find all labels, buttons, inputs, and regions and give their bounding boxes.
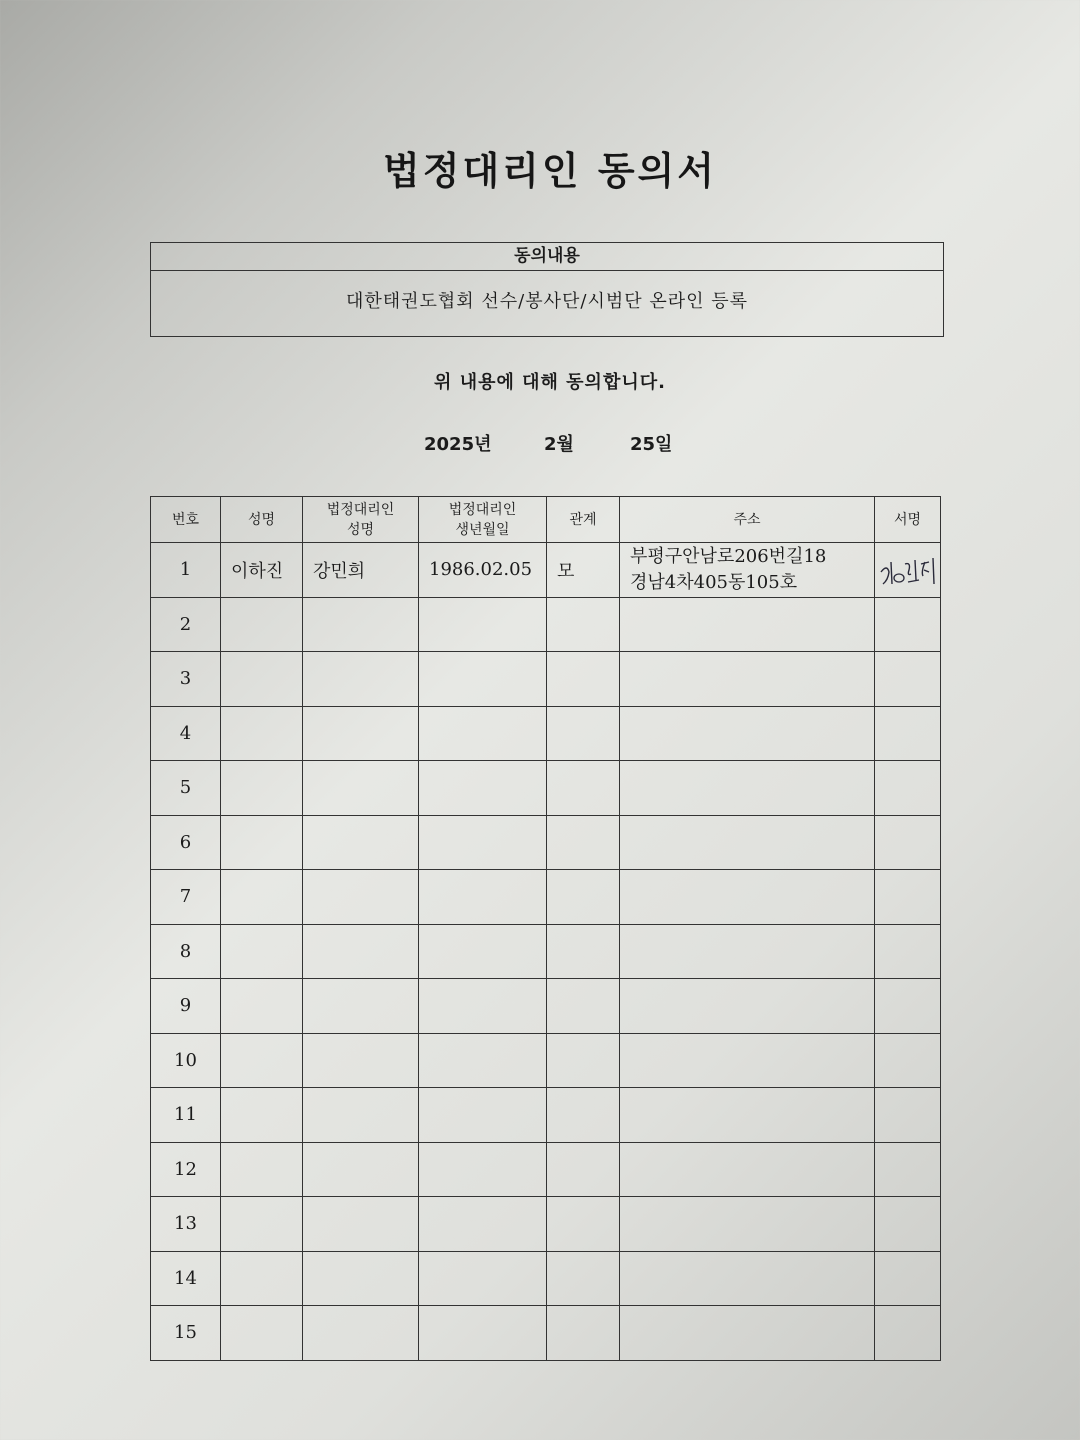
table-row bbox=[151, 1142, 941, 1197]
row-relation: 모 bbox=[547, 543, 620, 598]
document-title: 법정대리인 동의서 bbox=[383, 149, 717, 193]
row-relation bbox=[547, 924, 620, 979]
table-row bbox=[151, 706, 941, 761]
date-month: 2월 bbox=[544, 434, 574, 455]
row-guardian-birth bbox=[419, 924, 547, 979]
row-guardian-name bbox=[303, 706, 419, 761]
header-no: 번호 bbox=[151, 497, 221, 543]
row-address bbox=[620, 815, 875, 870]
row-no: 3 bbox=[151, 652, 221, 707]
row-signature bbox=[875, 543, 941, 598]
row-signature bbox=[875, 979, 941, 1034]
row-guardian-name bbox=[303, 870, 419, 925]
row-address-line2: 경남4차405동105호 bbox=[630, 571, 798, 593]
row-relation bbox=[547, 870, 620, 925]
row-guardian-name bbox=[303, 815, 419, 870]
row-address bbox=[620, 543, 875, 598]
row-guardian-birth bbox=[419, 706, 547, 761]
row-no: 13 bbox=[151, 1197, 221, 1252]
row-relation bbox=[547, 652, 620, 707]
table-header-row bbox=[151, 497, 941, 543]
table-row bbox=[151, 815, 941, 870]
row-guardian-name bbox=[303, 1033, 419, 1088]
row-guardian-birth bbox=[419, 652, 547, 707]
row-name bbox=[221, 1197, 303, 1252]
row-guardian-birth bbox=[419, 1088, 547, 1143]
header-guardian-name bbox=[303, 497, 419, 543]
row-relation bbox=[547, 979, 620, 1034]
row-address bbox=[620, 1142, 875, 1197]
row-relation bbox=[547, 1142, 620, 1197]
row-guardian-name bbox=[303, 1142, 419, 1197]
header-guardian-birth-line1: 법정대리인 bbox=[448, 501, 517, 518]
table-row bbox=[151, 1306, 941, 1361]
row-address bbox=[620, 1251, 875, 1306]
row-guardian-birth bbox=[419, 1251, 547, 1306]
row-name bbox=[221, 761, 303, 816]
row-relation bbox=[547, 597, 620, 652]
header-address: 주소 bbox=[620, 497, 875, 543]
row-address bbox=[620, 870, 875, 925]
table-row bbox=[151, 1197, 941, 1252]
row-no: 15 bbox=[151, 1306, 221, 1361]
row-address bbox=[620, 706, 875, 761]
row-name bbox=[221, 870, 303, 925]
guardian-table bbox=[150, 496, 941, 1361]
table-row bbox=[151, 1251, 941, 1306]
row-relation bbox=[547, 1306, 620, 1361]
header-guardian-name-line1: 법정대리인 bbox=[326, 501, 395, 518]
row-relation bbox=[547, 815, 620, 870]
consent-box bbox=[150, 242, 944, 337]
row-name bbox=[221, 597, 303, 652]
row-address bbox=[620, 1033, 875, 1088]
row-guardian-name bbox=[303, 1251, 419, 1306]
header-signature: 서명 bbox=[875, 497, 941, 543]
row-signature bbox=[875, 815, 941, 870]
row-name bbox=[221, 1033, 303, 1088]
row-guardian-birth bbox=[419, 597, 547, 652]
row-relation bbox=[547, 1197, 620, 1252]
row-signature bbox=[875, 706, 941, 761]
consent-body: 대한태권도협회 선수/봉사단/시범단 온라인 등록 bbox=[345, 291, 749, 312]
row-address bbox=[620, 1306, 875, 1361]
row-guardian-name bbox=[303, 597, 419, 652]
row-relation bbox=[547, 1033, 620, 1088]
row-guardian-birth bbox=[419, 870, 547, 925]
row-no: 2 bbox=[151, 597, 221, 652]
row-guardian-name bbox=[303, 979, 419, 1034]
header-name: 성명 bbox=[221, 497, 303, 543]
row-name bbox=[221, 979, 303, 1034]
row-no: 7 bbox=[151, 870, 221, 925]
date-year: 2025년 bbox=[424, 434, 492, 455]
row-signature bbox=[875, 652, 941, 707]
row-name bbox=[221, 706, 303, 761]
row-no: 9 bbox=[151, 979, 221, 1034]
row-no: 14 bbox=[151, 1251, 221, 1306]
agree-statement: 위 내용에 대해 동의합니다. bbox=[434, 372, 666, 393]
row-guardian-birth bbox=[419, 979, 547, 1034]
row-no: 12 bbox=[151, 1142, 221, 1197]
row-relation bbox=[547, 706, 620, 761]
row-guardian-name: 강민희 bbox=[303, 543, 419, 598]
row-no: 11 bbox=[151, 1088, 221, 1143]
row-name bbox=[221, 1088, 303, 1143]
row-no: 6 bbox=[151, 815, 221, 870]
row-name bbox=[221, 1306, 303, 1361]
row-signature bbox=[875, 1033, 941, 1088]
row-address bbox=[620, 652, 875, 707]
row-name bbox=[221, 1251, 303, 1306]
table-row bbox=[151, 979, 941, 1034]
date-day: 25일 bbox=[630, 434, 673, 455]
row-guardian-name bbox=[303, 761, 419, 816]
row-no: 8 bbox=[151, 924, 221, 979]
row-signature bbox=[875, 1142, 941, 1197]
row-guardian-name bbox=[303, 1088, 419, 1143]
row-guardian-birth bbox=[419, 1306, 547, 1361]
row-guardian-birth bbox=[419, 815, 547, 870]
header-guardian-name-line2: 성명 bbox=[346, 521, 375, 538]
row-guardian-name bbox=[303, 652, 419, 707]
row-signature bbox=[875, 1306, 941, 1361]
row-signature bbox=[875, 1088, 941, 1143]
header-guardian-birth bbox=[419, 497, 547, 543]
header-relation: 관계 bbox=[547, 497, 620, 543]
row-guardian-birth: 1986.02.05 bbox=[419, 543, 547, 598]
row-guardian-name bbox=[303, 1197, 419, 1252]
row-name bbox=[221, 1142, 303, 1197]
consent-header: 동의내용 bbox=[151, 243, 943, 271]
row-address bbox=[620, 924, 875, 979]
row-guardian-birth bbox=[419, 1033, 547, 1088]
row-no: 4 bbox=[151, 706, 221, 761]
row-guardian-name bbox=[303, 924, 419, 979]
row-guardian-birth bbox=[419, 1197, 547, 1252]
table-row bbox=[151, 543, 941, 598]
table-row bbox=[151, 652, 941, 707]
row-address-line1: 부평구안남로206번길18 bbox=[630, 545, 827, 567]
row-address bbox=[620, 1197, 875, 1252]
row-signature bbox=[875, 1197, 941, 1252]
row-signature bbox=[875, 761, 941, 816]
row-name: 이하진 bbox=[221, 543, 303, 598]
table-row bbox=[151, 924, 941, 979]
row-relation bbox=[547, 1251, 620, 1306]
row-name bbox=[221, 652, 303, 707]
table-row bbox=[151, 761, 941, 816]
row-guardian-birth bbox=[419, 761, 547, 816]
table-row bbox=[151, 1033, 941, 1088]
handwritten-signature bbox=[877, 550, 939, 590]
row-signature bbox=[875, 870, 941, 925]
row-signature bbox=[875, 597, 941, 652]
row-no: 1 bbox=[151, 543, 221, 598]
row-guardian-birth bbox=[419, 1142, 547, 1197]
row-name bbox=[221, 924, 303, 979]
row-address bbox=[620, 1088, 875, 1143]
row-name bbox=[221, 815, 303, 870]
table-row bbox=[151, 870, 941, 925]
row-no: 5 bbox=[151, 761, 221, 816]
row-relation bbox=[547, 761, 620, 816]
row-address bbox=[620, 761, 875, 816]
header-guardian-birth-line2: 생년월일 bbox=[455, 521, 510, 538]
row-address bbox=[620, 979, 875, 1034]
row-relation bbox=[547, 1088, 620, 1143]
row-signature bbox=[875, 924, 941, 979]
table-row bbox=[151, 597, 941, 652]
table-row bbox=[151, 1088, 941, 1143]
row-guardian-name bbox=[303, 1306, 419, 1361]
row-address bbox=[620, 597, 875, 652]
row-signature bbox=[875, 1251, 941, 1306]
row-no: 10 bbox=[151, 1033, 221, 1088]
